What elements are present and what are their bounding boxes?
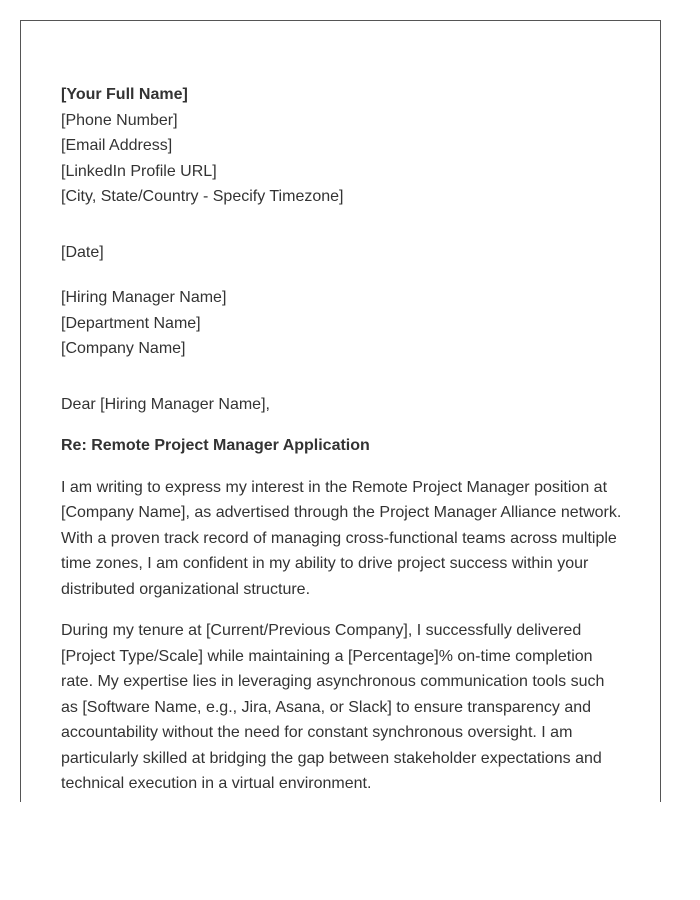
sender-location: [City, State/Country - Specify Timezone] bbox=[61, 188, 344, 205]
subject-line: Re: Remote Project Manager Application bbox=[61, 437, 370, 454]
sender-phone: [Phone Number] bbox=[61, 111, 178, 129]
salutation: Dear [Hiring Manager Name], bbox=[61, 395, 270, 413]
body-paragraph-2: During my tenure at [Current/Previous Company], I successfully delivered [Project Type/Scale] while maintaining a [Percentage]% on-time completion rate. My expertise lies in leveraging asynchronous communication tools such as [Software Name, e.g., Jira, Asana, or Slack] to ensure transparency and accountability without the need for constant synchronous oversight. I am particularly skilled at bridging the gap between stakeholder expectations and technical execution in a virtual environment. bbox=[61, 622, 605, 792]
sender-name: [Your Full Name] bbox=[61, 86, 188, 103]
body-paragraph-1: I am writing to express my interest in the Remote Project Manager position at [Company Name], as advertised through the Project Manager Alliance network. With a proven track record of managing cross-functional teams across multiple time zones, I am confident in my ability to drive project success within your distributed organizational structure. bbox=[61, 478, 622, 598]
recipient-name: [Hiring Manager Name] bbox=[61, 289, 227, 306]
recipient-department: [Department Name] bbox=[61, 314, 201, 332]
sender-email: [Email Address] bbox=[61, 137, 173, 154]
letter-date: [Date] bbox=[61, 243, 104, 261]
letter-content bbox=[61, 82, 623, 797]
sender-linkedin: [LinkedIn Profile URL] bbox=[61, 162, 217, 180]
letter-page bbox=[20, 20, 661, 802]
recipient-block bbox=[61, 285, 623, 362]
sender-block bbox=[61, 82, 623, 210]
recipient-company: [Company Name] bbox=[61, 340, 186, 357]
